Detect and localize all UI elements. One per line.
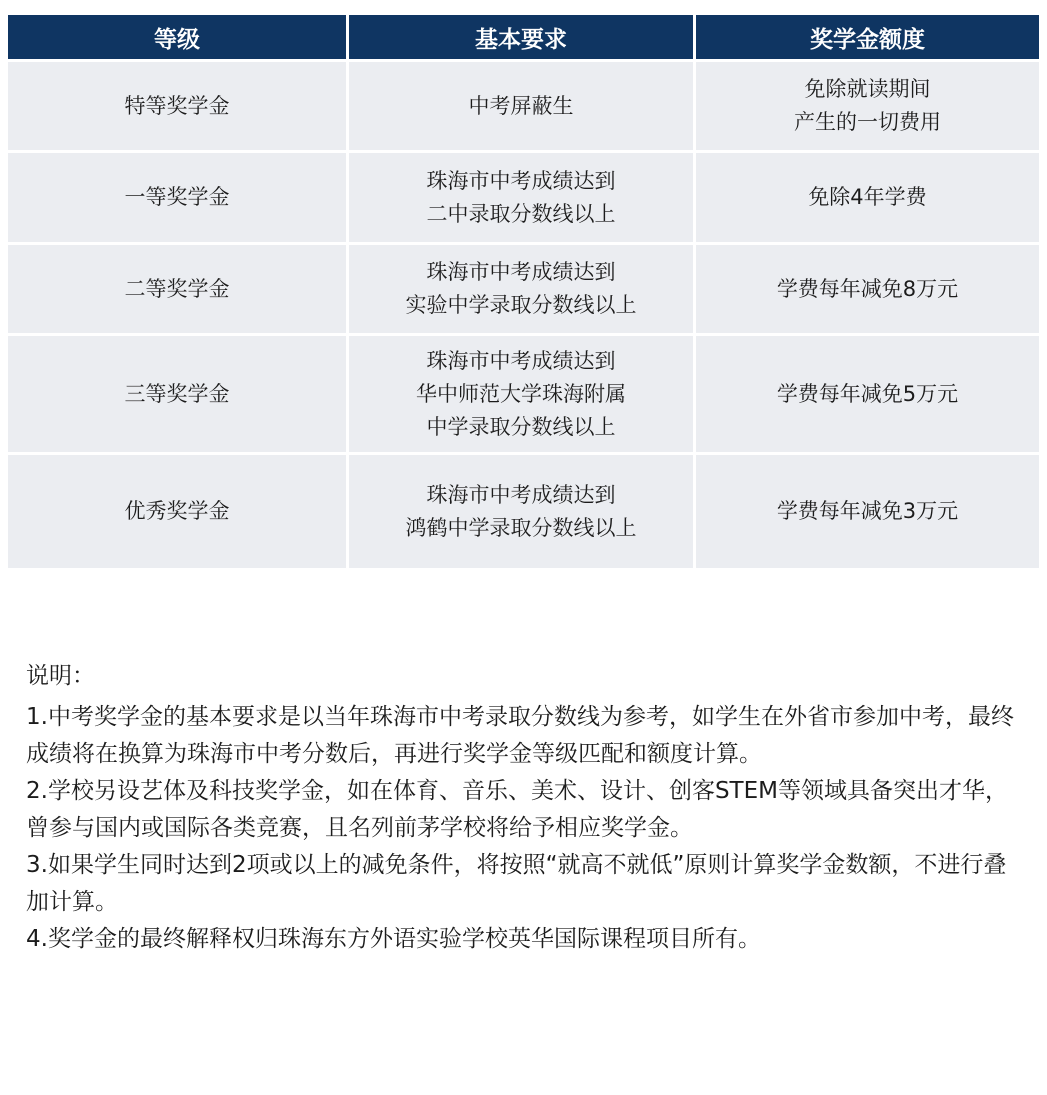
amount-line: 学费每年减免5万元 [776, 381, 959, 406]
amount-line: 免除4年学费 [808, 185, 927, 209]
requirement-line: 中考屏蔽生 [468, 93, 574, 118]
level-cell: 特等奖学金 [8, 62, 346, 150]
level-cell: 一等奖学金 [8, 153, 346, 242]
level-cell: 二等奖学金 [8, 245, 346, 333]
table-row [8, 245, 1039, 333]
requirement-line: 实验中学录取分数线以上 [405, 293, 637, 317]
amount-line: 免除就读期间 [804, 77, 931, 101]
notes-title: 说明： [26, 663, 95, 689]
table-row [8, 455, 1039, 568]
amount-cell [696, 62, 1039, 150]
level-cell: 优秀奖学金 [8, 455, 346, 568]
requirement-cell [349, 62, 693, 150]
requirement-cell [349, 153, 693, 242]
amount-cell [696, 455, 1039, 568]
level-cell: 三等奖学金 [8, 336, 346, 452]
table-row [8, 62, 1039, 150]
note-item: 2.学校另设艺体及科技奖学金，如在体育、音乐、美术、设计、创客STEM等领域具备突出才华，曾参与国内或国际各类竞赛，且名列前茅学校将给予相应奖学金。 [26, 778, 1008, 841]
header-requirement: 基本要求 [349, 15, 693, 59]
note-item: 4.奖学金的最终解释权归珠海东方外语实验学校英华国际课程项目所有。 [26, 926, 761, 952]
requirement-line: 鸿鹤中学录取分数线以上 [405, 515, 637, 540]
requirement-line: 二中录取分数线以上 [426, 201, 616, 226]
header-amount: 奖学金额度 [696, 15, 1039, 59]
amount-line: 学费每年减免3万元 [776, 499, 959, 523]
table-row [8, 153, 1039, 242]
note-item: 3.如果学生同时达到2项或以上的减免条件，将按照“就高不就低”原则计算奖学金数额，不进行叠加计算。 [26, 852, 1007, 915]
amount-line: 产生的一切费用 [794, 110, 941, 134]
amount-cell [696, 336, 1039, 452]
table-row [8, 336, 1039, 452]
requirement-line: 珠海市中考成绩达到 [426, 348, 616, 373]
scholarship-table [5, 12, 1042, 571]
requirement-cell [349, 455, 693, 568]
requirement-line: 珠海市中考成绩达到 [426, 168, 616, 193]
note-item: 1.中考奖学金的基本要求是以当年珠海市中考录取分数线为参考，如学生在外省市参加中考，最终成绩将在换算为珠海市中考分数后，再进行奖学金等级匹配和额度计算。 [26, 704, 1014, 767]
requirement-line: 华中师范大学珠海附属 [416, 381, 626, 406]
requirement-line: 珠海市中考成绩达到 [426, 482, 616, 507]
amount-line: 学费每年减免8万元 [776, 276, 959, 301]
header-level: 等级 [8, 15, 346, 59]
table-header-row [8, 15, 1039, 59]
amount-cell [696, 245, 1039, 333]
requirement-line: 中学录取分数线以上 [426, 414, 616, 439]
requirement-line: 珠海市中考成绩达到 [426, 260, 616, 284]
requirement-cell [349, 245, 693, 333]
amount-cell [696, 153, 1039, 242]
requirement-cell [349, 336, 693, 452]
notes-section [26, 658, 1026, 958]
